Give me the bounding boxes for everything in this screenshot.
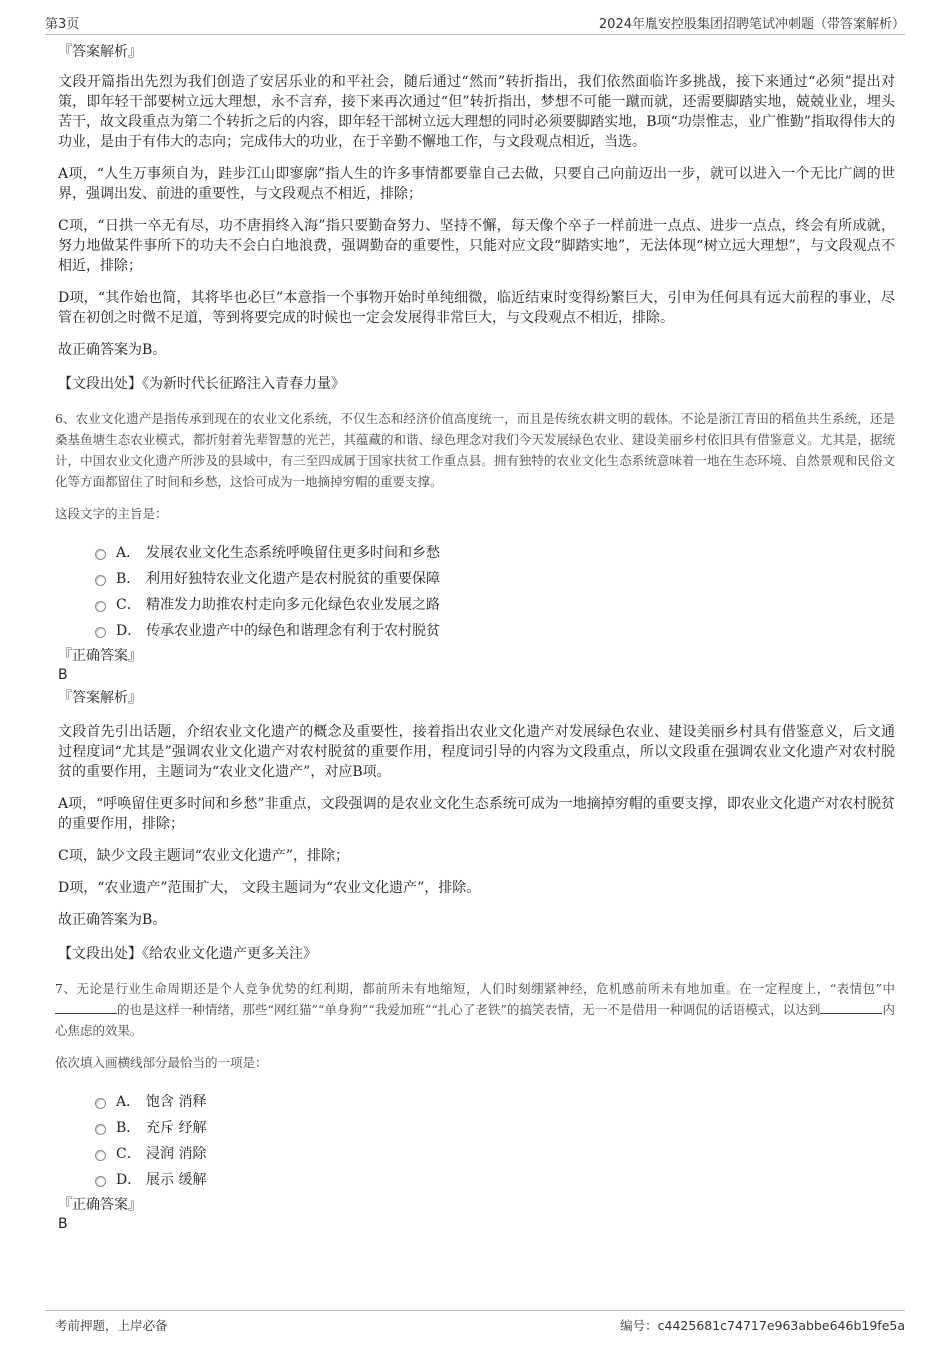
- analysis-option-a: A项，“呼唤留住更多时间和乡愁”非重点，文段强调的是农业文化生态系统可成为一地摘掉穷帽的重要支撑，即农业文化遗产对农村脱贫的重要作用，排除；: [58, 796, 895, 832]
- page-header: [45, 10, 905, 35]
- passage-source: 【文段出处】《为新时代长征路注入青春力量》: [58, 376, 345, 392]
- radio-icon[interactable]: [95, 1150, 106, 1161]
- radio-icon[interactable]: [95, 1098, 106, 1109]
- document-title: 2024年胤安控股集团招聘笔试冲刺题（带答案解析）: [598, 17, 905, 32]
- radio-icon[interactable]: [95, 627, 106, 638]
- option-b[interactable]: B． 利用好独特农业文化遗产是农村脱贫的重要保障: [95, 566, 895, 592]
- analysis-label: 『答案解析』: [58, 690, 142, 706]
- option-d[interactable]: D． 展示 缓解: [95, 1167, 895, 1193]
- analysis-option-d: D项，“其作始也简，其将毕也必巨”本意指一个事物开始时单纯细微，临近结束时变得纷繁巨大，引申为任何具有远大前程的事业，尽管在初创之时微不足道，等到将要完成的时候也一定会发展得非常巨大，与文段观点不相近，排除。: [58, 290, 895, 326]
- correct-answer-label: 『正确答案』: [58, 1197, 142, 1213]
- option-a[interactable]: A． 发展农业文化生态系统呼唤留住更多时间和乡愁: [95, 540, 895, 566]
- option-c[interactable]: C． 精准发力助推农村走向多元化绿色农业发展之路: [95, 592, 895, 618]
- passage-source: 【文段出处】《给农业文化遗产更多关注》: [58, 946, 317, 962]
- analysis-paragraph: 文段首先引出话题，介绍农业文化遗产的概念及重要性，接着指出农业文化遗产对发展绿色农业、建设美丽乡村具有借鉴意义，后文通过程度词“尤其是”强调农业文化遗产对农村脱贫的重要作用，程度词引导的内容为文段重点，所以文段重在强调农业文化遗产对农村脱贫的重要作用，主题词为“农业文化遗产”，对应B项。: [58, 724, 895, 780]
- radio-icon[interactable]: [95, 1124, 106, 1135]
- main-content: [55, 38, 895, 1233]
- question-7-stem: 7、无论是行业生命周期还是个人竞争优势的红利期，都前所未有地缩短，人们时刻绷紧神经，危机感前所未有地加重。在一定程度上，“表情包”中的也是这样一种情绪，那些“网红猫”“单身狗”“我爱加班”“扎心了老铁”的搞笑表情，无一不是借用一种调侃的话语模式，以达到 内心焦虑的效果。: [55, 981, 895, 1038]
- page-footer: [45, 1310, 905, 1339]
- radio-icon[interactable]: [95, 601, 106, 612]
- analysis-label: 『答案解析』: [58, 44, 142, 60]
- analysis-conclusion: 故正确答案为B。: [58, 912, 167, 928]
- radio-icon[interactable]: [95, 549, 106, 560]
- radio-icon[interactable]: [95, 1176, 106, 1187]
- correct-answer-label: 『正确答案』: [58, 648, 142, 664]
- footer-slogan: 考前押题，上岸必备: [55, 1318, 168, 1333]
- correct-answer: B: [58, 1216, 68, 1232]
- analysis-option-a: A项，“人生万事须自为，跬步江山即寥廓”指人生的许多事情都要靠自己去做，只要自己向前迈出一步，就可以进入一个无比广阔的世界，强调出发、前进的重要性，与文段观点不相近，排除；: [58, 166, 895, 202]
- correct-answer: B: [58, 667, 68, 683]
- analysis-paragraph: 文段开篇指出先烈为我们创造了安居乐业的和平社会，随后通过“然而”转折指出，我们依然面临许多挑战，接下来通过“必须”提出对策，即年轻干部要树立远大理想，永不言弃，接下来再次通过“但”转折指出，梦想不可能一蹴而就，还需要脚踏实地，兢兢业业，埋头苦干，故文段重点为第二个转折之后的内容，即年轻干部树立远大理想的同时必须要脚踏实地，B项“功崇惟志，业广惟勤”指取得伟大的功业，是由于有伟大的志向；完成伟大的功业，在于辛勤不懈地工作，与文段观点相近，当选。: [58, 74, 895, 150]
- option-a[interactable]: A． 饱含 消释: [95, 1089, 895, 1115]
- option-b[interactable]: B． 充斥 纾解: [95, 1115, 895, 1141]
- blank-line: [820, 1001, 882, 1014]
- question-6-prompt: 这段文字的主旨是：: [55, 506, 168, 521]
- analysis-conclusion: 故正确答案为B。: [58, 342, 167, 358]
- question-6-stem: 6、农业文化遗产是指传承到现在的农业文化系统，不仅生态和经济价值高度统一，而且是传统农耕文明的载体。不论是浙江青田的稻鱼共生系统，还是桑基鱼塘生态农业模式，都折射着先辈智慧的光芒，其蕴藏的和谐、绿色理念对我们今天发展绿色农业、建设美丽乡村依旧具有借鉴意义。尤其是，据统计，中国农业文化遗产所涉及的县域中，有三至四成属于国家扶贫工作重点县。拥有独特的农业文化生态系统意味着一地在生态环境、自然景观和民俗文化等方面都留住了时间和乡愁，这恰可成为一地摘掉穷帽的重要支撑。: [55, 411, 895, 489]
- page-number: 第3页: [45, 17, 80, 32]
- question-6-options: [95, 540, 895, 644]
- radio-icon[interactable]: [95, 575, 106, 586]
- document-code: 编号：c4425681c74717e963abbe646b19fe5a: [620, 1318, 905, 1333]
- analysis-option-c: C项，“日拱一卒无有尽，功不唐捐终入海”指只要勤奋努力、坚持不懈，每天像个卒子一样前进一点点、进步一点点，终会有所成就，努力地做某件事所下的功夫不会白白地浪费，强调勤奋的重要性，只能对应文段“脚踏实地”，无法体现“树立远大理想”，与文段观点不相近，排除；: [58, 218, 895, 274]
- analysis-option-d: D项，“农业遗产”范围扩大， 文段主题词为“农业文化遗产”，排除。: [58, 880, 481, 896]
- analysis-option-c: C项，缺少文段主题词“农业文化遗产”，排除；: [58, 848, 350, 864]
- question-7-prompt: 依次填入画横线部分最恰当的一项是：: [55, 1055, 268, 1070]
- option-c[interactable]: C． 浸润 消除: [95, 1141, 895, 1167]
- blank-line: [55, 1001, 117, 1014]
- question-7-options: [95, 1089, 895, 1193]
- option-d[interactable]: D． 传承农业遗产中的绿色和谐理念有利于农村脱贫: [95, 618, 895, 644]
